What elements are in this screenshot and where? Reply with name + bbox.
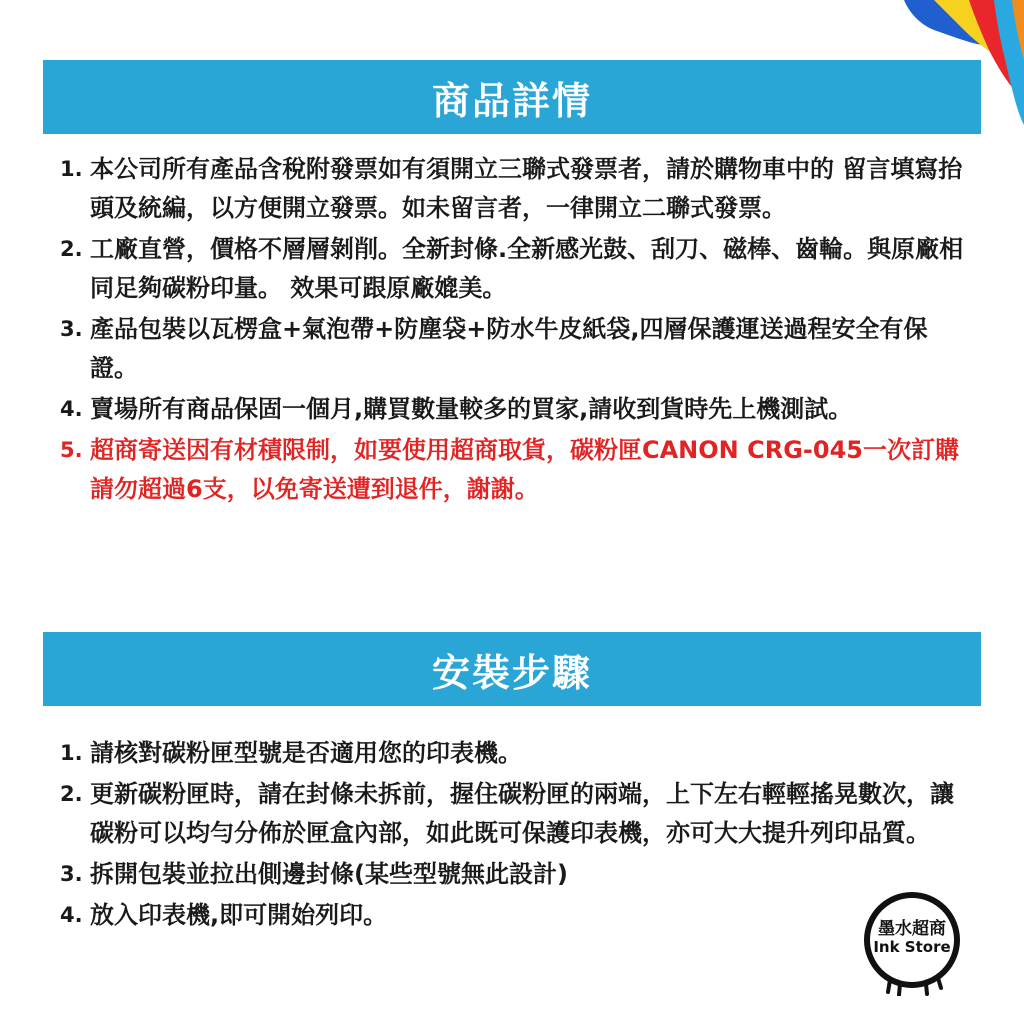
item-text: 超商寄送因有材積限制，如要使用超商取貨，碳粉匣CANON CRG-045一次訂購請勿超過6支，以免寄送遭到退件，謝謝。 (90, 436, 959, 503)
list-item (60, 734, 965, 773)
item-number: 2. (60, 782, 83, 806)
item-text: 拆開包裝並拉出側邊封條(某些型號無此設計) (90, 860, 568, 888)
item-number: 1. (60, 157, 83, 181)
list-item (60, 390, 965, 429)
item-text: 本公司所有產品含稅附發票如有須開立三聯式發票者，請於購物車中的 留言填寫抬頭及統編，以方便開立發票。如未留言者，一律開立二聯式發票。 (90, 155, 963, 222)
item-number: 4. (60, 397, 83, 421)
list-item (60, 230, 965, 308)
item-text: 賣場所有商品保固一個月,購買數量較多的買家,請收到貨時先上機測試。 (90, 395, 853, 423)
ink-store-logo (860, 888, 964, 996)
item-text: 產品包裝以瓦楞盒+氣泡帶+防塵袋+防水牛皮紙袋,四層保護運送過程安全有保證。 (90, 315, 928, 382)
item-number: 1. (60, 741, 83, 765)
item-number: 3. (60, 317, 83, 341)
list-item-warning (60, 431, 965, 509)
item-number: 3. (60, 862, 83, 886)
list-item (60, 150, 965, 228)
list-item (60, 896, 965, 935)
item-text: 請核對碳粉匣型號是否適用您的印表機。 (90, 739, 522, 767)
item-number: 5. (60, 438, 83, 462)
list-item (60, 310, 965, 388)
list-item (60, 775, 965, 853)
product-details-list (60, 150, 965, 511)
item-text: 更新碳粉匣時，請在封條未拆前，握住碳粉匣的兩端，上下左右輕輕搖晃數次，讓碳粉可以均勻分佈於匣盒內部，如此既可保護印表機，亦可大大提升列印品質。 (90, 780, 954, 847)
section-title-installation-steps: 安裝步驟 (43, 632, 981, 706)
section-title-product-details: 商品詳情 (43, 60, 981, 134)
item-text: 工廠直營，價格不層層剝削。全新封條.全新感光鼓、刮刀、磁棒、齒輪。與原廠相同足夠碳粉印量。 效果可跟原廠媲美。 (90, 235, 964, 302)
list-item (60, 855, 965, 894)
item-number: 4. (60, 903, 83, 927)
logo-name-chinese: 墨水超商 (878, 919, 946, 939)
logo-name-english: Ink Store (873, 938, 951, 956)
installation-steps-list (60, 734, 965, 937)
item-number: 2. (60, 237, 83, 261)
item-text: 放入印表機,即可開始列印。 (90, 901, 388, 929)
